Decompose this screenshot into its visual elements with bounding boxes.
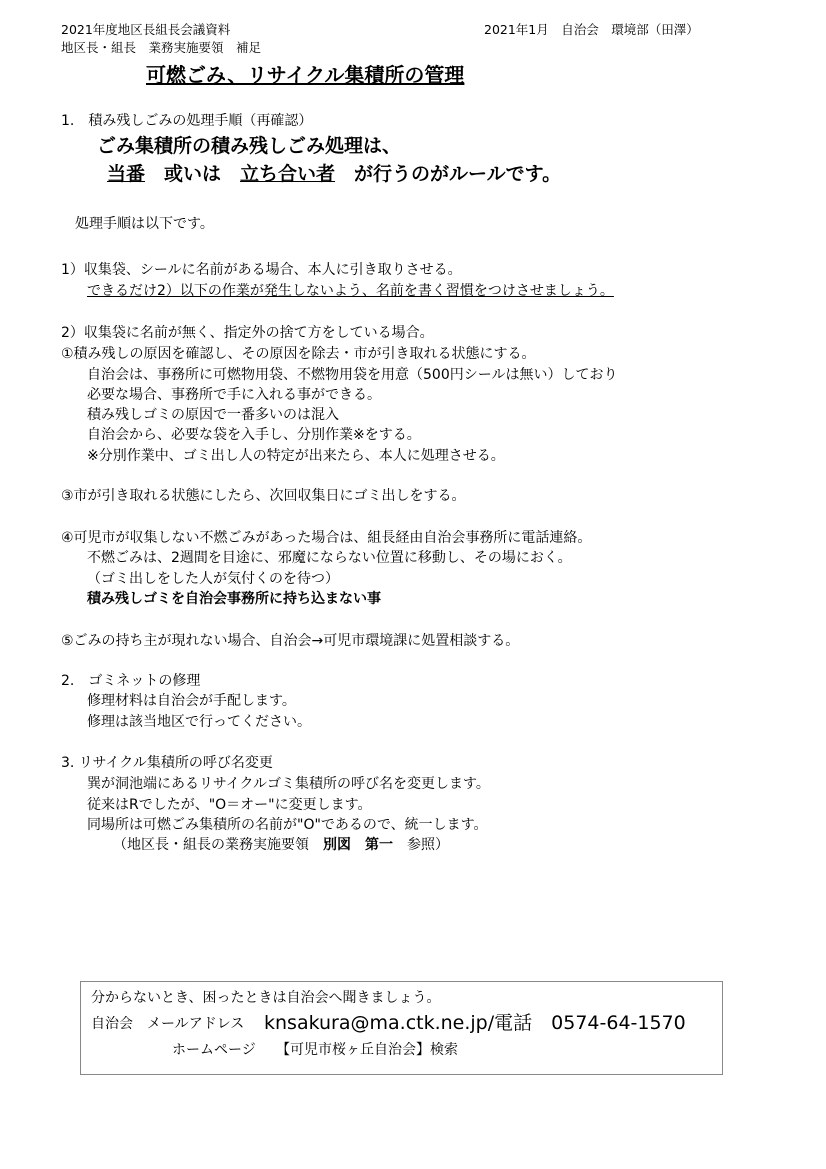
step5: ⑤ごみの持ち主が現れない場合、自治会→可児市環境課に処置相談する。 — [61, 633, 520, 649]
section3-line3: 同場所は可燃ごみ集積所の名前が"O"であるので、統一します。 — [87, 817, 488, 833]
step2: 2）収集袋に名前が無く、指定外の捨て方をしている場合。 — [61, 325, 434, 341]
step3: ③市が引き取れる状態にしたら、次回収集日にゴミ出しをする。 — [61, 488, 466, 504]
step4b: （ゴミ出しをした人が気付くのを待つ） — [87, 571, 339, 587]
section2-heading: 2. ゴミネットの修理 — [61, 673, 201, 689]
meeting-label: 2021年度地区長組長会議資料 — [61, 22, 231, 37]
procedure-intro: 処理手順は以下です。 — [75, 216, 214, 232]
section3-line1: 巽が洞池端にあるリサイクルゴミ集積所の呼び名を変更します。 — [87, 776, 490, 792]
footer-contact-value: knsakura@ma.ctk.ne.jp/電話 0574-64-1570 — [264, 1012, 686, 1034]
section1-heading: 1. 積み残しごみの処理手順（再確認） — [61, 113, 313, 129]
step4: ④可児市が収集しない不燃ごみがあった場合は、組長経由自治会事務所に電話連絡。 — [61, 530, 592, 546]
step2-1d: 自治会から、必要な袋を入手し、分別作業※をする。 — [87, 427, 421, 443]
reference-suffix: 参照） — [393, 837, 449, 853]
rule-suffix: が行うのがルールです。 — [335, 163, 562, 185]
step2-1: ①積み残しの原因を確認し、その原因を除去・市が引き取れる状態にする。 — [61, 346, 536, 362]
subtitle-label: 地区長・組長 業務実施要領 補足 — [61, 40, 262, 55]
section3-heading: 3. リサイクル集積所の呼び名変更 — [61, 755, 273, 771]
footer-help-text: 分からないとき、困ったときは自治会へ聞きましょう。 — [91, 990, 441, 1006]
section2-line1: 修理材料は自治会が手配します。 — [87, 693, 296, 709]
rule-line2 — [107, 161, 561, 187]
step2-1b: 必要な場合、事務所で手に入れる事ができる。 — [87, 387, 381, 403]
step2-1c: 積み残しゴミの原因で一番多いのは混入 — [87, 407, 339, 423]
step1: 1）収集袋、シールに名前がある場合、本人に引き取りさせる。 — [61, 262, 462, 278]
reference-figure: 別図 第一 — [323, 837, 393, 853]
rule-line1: ごみ集積所の積み残しごみ処理は、 — [97, 135, 402, 157]
step2-1a: 自治会は、事務所に可燃物用袋、不燃物用袋を用意（500円シールは無い）しており — [87, 367, 618, 383]
step2-1e: ※分別作業中、ゴミ出し人の特定が出来たら、本人に処理させる。 — [87, 448, 505, 464]
step1-note: できるだけ2）以下の作業が発生しないよう、名前を書く習慣をつけさせましょう。 — [87, 283, 614, 299]
reference-prefix: （地区長・組長の業務実施要領 — [113, 837, 323, 853]
rule-duty-person: 当番 — [107, 163, 146, 185]
section3-line2: 従来はRでしたが、"O＝オー"に変更します。 — [87, 797, 372, 813]
rule-or: 或いは — [145, 163, 241, 185]
step4c: 積み残しゴミを自治会事務所に持ち込まない事 — [87, 591, 381, 607]
rule-attendant: 立ち合い者 — [240, 163, 336, 185]
footer-homepage-label: ホームページ — [172, 1042, 256, 1058]
section2-line2: 修理は該当地区で行ってください。 — [87, 714, 311, 730]
step4a: 不燃ごみは、2週間を目途に、邪魔にならない位置に移動し、その場におく。 — [87, 550, 572, 566]
section3-reference — [113, 836, 449, 854]
page-title: 可燃ごみ、リサイクル集積所の管理 — [146, 63, 465, 87]
footer-homepage-value: 【可児市桜ヶ丘自治会】検索 — [276, 1042, 458, 1058]
footer-contact-label: 自治会 メールアドレス — [91, 1016, 245, 1032]
date-dept-label: 2021年1月 自治会 環境部（田澤） — [484, 22, 699, 37]
